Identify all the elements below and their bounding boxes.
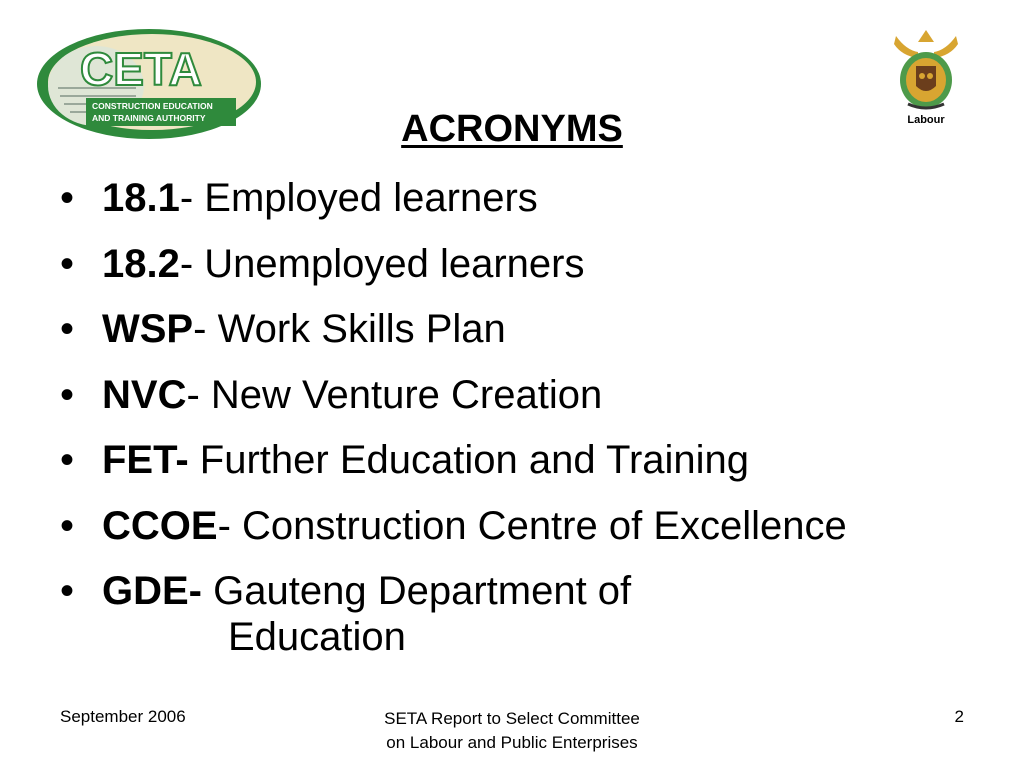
- page-number: 2: [954, 707, 964, 726]
- bullet-icon: •: [60, 372, 75, 417]
- acronym-term: NVC: [102, 372, 187, 417]
- acronym-term: 18.1: [102, 176, 180, 220]
- bullet-icon: •: [60, 569, 75, 613]
- acronym-term: 18.2: [102, 241, 180, 286]
- list-item: [60, 428, 1000, 494]
- svg-text:AND TRAINING AUTHORITY: AND TRAINING AUTHORITY: [92, 113, 206, 123]
- labour-label: Labour: [907, 114, 945, 126]
- bullet-icon: •: [60, 438, 75, 482]
- acronym-definition: Unemployed learners: [204, 241, 585, 286]
- coat-of-arms-icon: [888, 26, 964, 114]
- separator: -: [186, 372, 211, 417]
- separator: -: [193, 307, 218, 351]
- bullet-icon: •: [60, 241, 75, 286]
- separator: -: [179, 176, 205, 220]
- acronym-definition: Further Education and Training: [199, 438, 750, 482]
- bullet-icon: •: [60, 307, 75, 351]
- acronym-term: GDE-: [102, 569, 202, 613]
- acronym-definition: New Venture Creation: [210, 372, 603, 417]
- acronym-term: FET-: [102, 438, 189, 482]
- footer-report-line2: on Labour and Public Enterprises: [386, 733, 638, 752]
- list-item: [60, 166, 1000, 232]
- acronym-definition: Construction Centre of Excellence: [242, 503, 847, 548]
- bullet-icon: •: [60, 176, 75, 220]
- list-item: [60, 297, 1000, 363]
- separator: -: [179, 241, 205, 286]
- separator: -: [217, 503, 243, 548]
- acronym-list: [60, 166, 1000, 660]
- acronym-term: WSP: [102, 307, 194, 351]
- acronym-definition: Gauteng Department of: [213, 569, 632, 613]
- acronym-term: CCOE: [102, 503, 218, 548]
- list-item: [60, 494, 1000, 560]
- footer-report-line1: SETA Report to Select Committee: [384, 709, 640, 728]
- acronym-definition: Employed learners: [204, 176, 538, 220]
- list-item: [60, 363, 1000, 429]
- list-item: [60, 232, 1000, 298]
- footer-date: September 2006: [60, 707, 186, 726]
- separator: [202, 569, 213, 613]
- list-item: [60, 559, 1000, 660]
- slide-title: ACRONYMS: [401, 108, 623, 150]
- bullet-icon: •: [60, 503, 75, 548]
- acronym-definition-continued: Education: [228, 615, 406, 659]
- separator: [189, 438, 200, 482]
- acronym-definition: Work Skills Plan: [217, 307, 506, 351]
- ceta-logo-name: CETA: [80, 43, 202, 95]
- svg-text:CONSTRUCTION EDUCATION: CONSTRUCTION EDUCATION: [92, 101, 213, 111]
- footer-report-title: [312, 707, 712, 755]
